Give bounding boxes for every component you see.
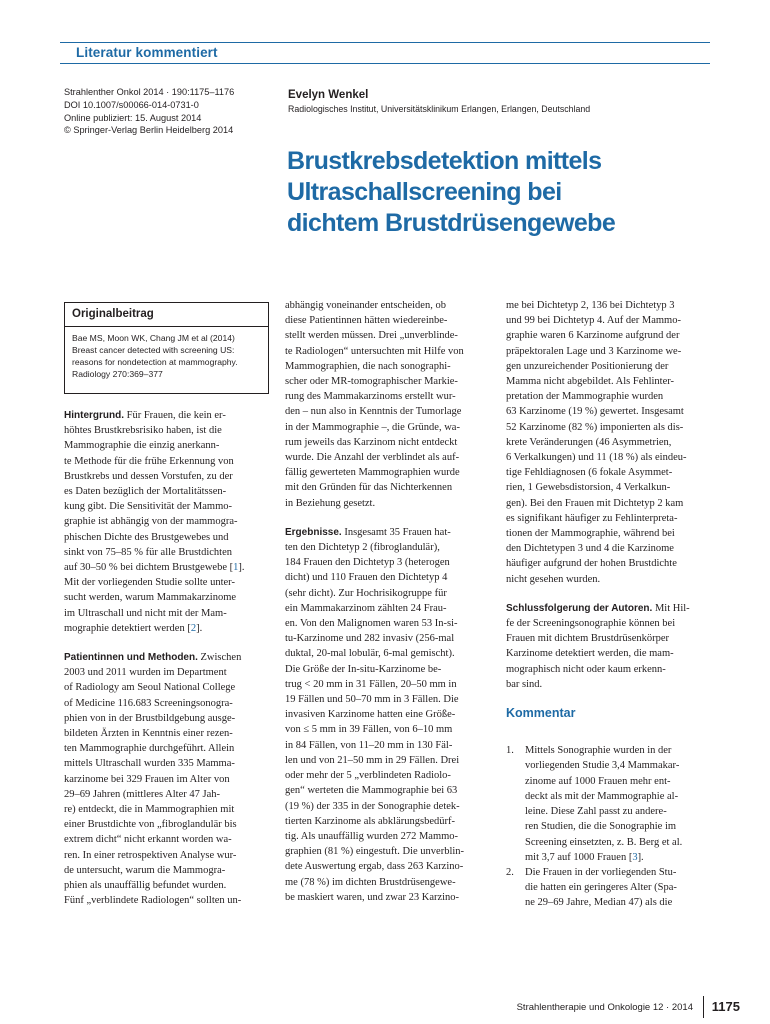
text-run: ]. bbox=[637, 851, 644, 863]
text-line: Screening einsetzten, z. B. Berg et al. bbox=[525, 836, 683, 848]
text-run: mographie detektiert werden [ bbox=[64, 622, 191, 634]
text-line: stellt werden müssen. Drei „unverblinde- bbox=[285, 330, 458, 342]
text-run: ]. bbox=[196, 622, 203, 634]
body-column-1 bbox=[64, 408, 269, 923]
text-line: len und von 21–50 mm in 29 Fällen. Drei bbox=[285, 754, 460, 766]
author-affiliation: Radiologisches Institut, Universitätsklinikum Erlangen, Erlangen, Deutschland bbox=[288, 104, 591, 114]
text-line: te Methode für die frühe Erkennung von bbox=[64, 455, 234, 467]
list-number: 1. bbox=[506, 745, 514, 757]
citation-line: Breast cancer detected with screening US: bbox=[72, 345, 235, 355]
article-title bbox=[287, 146, 717, 239]
text-line: präpektoralen Lage und 3 Karzinome we- bbox=[506, 345, 682, 357]
paragraph-schlussfolgerung bbox=[506, 601, 711, 692]
text-line: es signifikant häufiger zu Fehlinterpreta- bbox=[506, 512, 678, 524]
text-line: rung des Mammakarzinoms erstellt wur- bbox=[285, 391, 456, 403]
text-line: einer Brustdichte von „fibroglandulär bis bbox=[64, 819, 237, 831]
title-line: Ultraschallscreening bei bbox=[287, 178, 562, 206]
list-number: 2. bbox=[506, 866, 514, 878]
citation-line: Radiology 270:369–377 bbox=[72, 369, 163, 379]
text-line: Karzinome detektiert werden, die mam- bbox=[506, 648, 674, 660]
text-line: of Medicine 116.683 Screeningsonogra- bbox=[64, 697, 233, 709]
paragraph-ergebnisse bbox=[285, 525, 490, 905]
comment-list bbox=[506, 743, 711, 910]
meta-line: Strahlenther Onkol 2014 · 190:1175–1176 bbox=[64, 87, 235, 97]
text-line: oder mehr der 5 „verblindeten Radiolo- bbox=[285, 770, 451, 782]
text-line: re) entdeckt, die in Mammographien mit bbox=[64, 804, 235, 816]
run-in-heading: Patientinnen und Methoden. bbox=[64, 652, 198, 664]
paragraph-methoden bbox=[64, 650, 269, 908]
text-line: den – nun also in Kenntnis der Tumorlage bbox=[285, 406, 462, 418]
text-line: rien, 1 Gewebsdistorsion, 4 Verkalkun- bbox=[506, 482, 671, 494]
text-line: Brustkrebs und dessen Vorstufen, zu der bbox=[64, 470, 233, 482]
text-line: sucht werden, warum Mammakarzinome bbox=[64, 592, 237, 604]
text-line: gen). Bei den Frauen mit Dichtetyp 2 kam bbox=[506, 497, 684, 509]
text-line: dete Auswertung ergab, dass 263 Karzino- bbox=[285, 861, 464, 873]
text-line: phien als unauffällig befundet wurden. bbox=[64, 880, 227, 892]
text-line: kung gibt. Die Sensitivität der Mammo- bbox=[64, 501, 232, 513]
text-line: Mammographie die einzig anerkann- bbox=[64, 440, 220, 452]
text-line: of Radiology am Seoul National College bbox=[64, 682, 236, 694]
text-line: leine. Diese Zahl passt zu andere- bbox=[525, 806, 667, 818]
text-line: den Dichtetypen 3 und 4 die Karzinome bbox=[506, 543, 674, 555]
text-line: 29–69 Jahren (mittleres Alter 47 Jah- bbox=[64, 788, 221, 800]
run-in-heading: Ergebnisse. bbox=[285, 526, 342, 538]
text-line: von ≤ 5 mm in 39 Fällen, von 6–10 mm bbox=[285, 724, 453, 736]
text-line: vorliegenden Studie 3,4 Mammakar- bbox=[525, 760, 680, 772]
text-line: in Beziehung gesetzt. bbox=[285, 497, 376, 509]
text-line: karzinome bei 329 Frauen im Alter von bbox=[64, 773, 230, 785]
meta-line: © Springer-Verlag Berlin Heidelberg 2014 bbox=[64, 125, 234, 136]
text-line: in der Mammographie –, die Gründe, wa- bbox=[285, 421, 460, 433]
text-line: 52 Karzinome (82 %) imponierten als dis- bbox=[506, 421, 684, 433]
text-line: mit den Gründen für das Nichterkennen bbox=[285, 482, 453, 494]
text-run: Für Frauen, die kein er- bbox=[124, 410, 226, 421]
text-line: invasiven Karzinome hatten eine Größe- bbox=[285, 709, 456, 721]
text-line: ten Mammographie durchgeführt. Allein bbox=[64, 743, 235, 755]
text-line: Mit der vorliegenden Studie sollte unter- bbox=[64, 577, 235, 589]
text-line: me (78 %) im dichten Brustdrüsengewe- bbox=[285, 876, 456, 888]
text-line: Frauen mit dichtem Brustdrüsenkörper bbox=[506, 633, 670, 645]
text-line: graphie ist abhängig von der mammogra- bbox=[64, 516, 238, 528]
text-line: (sehr dicht). Zur Hochrisikogruppe für bbox=[285, 587, 447, 599]
text-line: ein Mammakarzinom zählten 24 Frau- bbox=[285, 602, 447, 614]
text-line: tierten Karzinome als abklärungsbedürf- bbox=[285, 815, 455, 827]
author-name: Evelyn Wenkel bbox=[288, 89, 369, 101]
text-line: Fünf „verblindete Radiologen“ sollten un- bbox=[64, 895, 242, 907]
text-line: es Daten bezüglich der Mortalitätssen- bbox=[64, 486, 227, 498]
original-article-citation bbox=[65, 327, 268, 380]
text-line: dicht) und 110 Frauen den Dichtetyp 4 bbox=[285, 572, 448, 584]
text-line: phischen Dichte des Brustgewebes und bbox=[64, 531, 229, 543]
text-line: rum jeweils das Karzinom nicht entdeckt bbox=[285, 436, 458, 448]
text-line: höhtes Brustkrebsrisiko haben, ist die bbox=[64, 425, 222, 437]
footer-journal: Strahlentherapie und Onkologie 12 · 2014 bbox=[516, 1002, 693, 1013]
text-line: die hatten ein geringeres Alter (Spa- bbox=[525, 882, 677, 894]
comment-item-2 bbox=[506, 865, 711, 911]
text-line: phien von in der Brustbildgebung ausge- bbox=[64, 712, 236, 724]
run-in-heading: Schlussfolgerung der Autoren. bbox=[506, 602, 653, 614]
title-line: dichtem Brustdrüsengewebe bbox=[287, 209, 616, 237]
text-line: 184 Frauen den Dichtetyp 3 (heterogen bbox=[285, 557, 450, 569]
text-line: in 84 Fällen, von 11–20 mm in 130 Fäl- bbox=[285, 739, 453, 751]
citation-line: Bae MS, Moon WK, Chang JM et al (2014) bbox=[72, 333, 235, 343]
text-line: mittels Ultraschall wurden 335 Mamma- bbox=[64, 758, 235, 770]
body-column-3 bbox=[506, 298, 711, 911]
text-run: Zwischen bbox=[197, 652, 242, 664]
text-line: extrem dicht“ nicht erkannt worden wa- bbox=[64, 834, 232, 846]
text-line: graphien (81 %) eingestuft. Die unverblin- bbox=[285, 846, 465, 858]
text-line: 63 Karzinome (19 %) gewertet. Insgesamt bbox=[506, 406, 684, 418]
text-line: bildeten Ärzten in Kenntnis einer rezen- bbox=[64, 728, 233, 740]
text-line: tu-Karzinome und 282 invasiv (256-mal bbox=[285, 633, 455, 645]
paragraph-hintergrund bbox=[64, 408, 269, 636]
original-article-box bbox=[64, 302, 269, 394]
text-run: mit 3,7 auf 1000 Frauen [ bbox=[525, 851, 633, 863]
reference-link-3[interactable]: 3 bbox=[632, 851, 638, 863]
text-run: ]. bbox=[238, 562, 245, 574]
text-line: graphie waren 6 Karzinome aufgrund der bbox=[506, 330, 680, 342]
text-line: de untersucht, warum die Mammogra- bbox=[64, 864, 226, 876]
title-line: Brustkrebsdetektion mittels bbox=[287, 147, 602, 175]
comment-heading: Kommentar bbox=[506, 706, 576, 721]
text-line: abhängig voneinander entscheiden, ob bbox=[285, 300, 446, 311]
text-run: auf 30–50 % bei dichtem Brustgewebe [ bbox=[64, 562, 234, 574]
text-line: häufiger aufgrund der hohen Brustdichte bbox=[506, 558, 677, 570]
text-line: 19 Fällen und 50–70 mm in 3 Fällen. Die bbox=[285, 694, 459, 706]
text-line: en. Von den Malignomen waren 53 In-si- bbox=[285, 618, 458, 630]
text-line: fe der Screeningsonographie können bei bbox=[506, 618, 676, 630]
text-line: Die Größe der In-situ-Karzinome be- bbox=[285, 663, 442, 675]
body-column-2 bbox=[285, 298, 490, 919]
text-line: deckt als mit der Mammographie al- bbox=[525, 790, 679, 802]
text-line: bar sind. bbox=[506, 678, 543, 690]
text-line: tige Fehldiagnosen (6 fokale Asymmet- bbox=[506, 467, 673, 479]
text-line: krete Veränderungen (46 Asymmetrien, bbox=[506, 436, 672, 448]
text-line: mographisch nicht oder kaum erkenn- bbox=[506, 663, 666, 675]
text-line: nicht gesehen wurden. bbox=[506, 573, 601, 585]
text-line: Mittels Sonographie wurden in der bbox=[525, 745, 672, 757]
section-title: Literatur kommentiert bbox=[76, 45, 218, 60]
text-line: diese Patientinnen hätten wiedereinbe- bbox=[285, 315, 448, 327]
text-line: ren. In einer retrospektiven Analyse wur- bbox=[64, 849, 237, 861]
footer-divider bbox=[703, 996, 704, 1018]
page-footer bbox=[468, 996, 746, 1018]
text-line: und 99 bei Dichtetyp 4. Auf der Mammo- bbox=[506, 315, 681, 327]
text-line: ten den Dichtetyp 2 (fibroglandulär), bbox=[285, 542, 440, 554]
section-header-bar bbox=[60, 42, 710, 64]
text-line: ne 29–69 Jahre, Median 47) als die bbox=[525, 897, 673, 909]
paragraph-ergebnisse-cont bbox=[506, 298, 711, 587]
citation-line: reasons for nondetection at mammography. bbox=[72, 357, 238, 367]
text-line: gen unzureichender Positionierung der bbox=[506, 360, 669, 372]
text-line: tig. Als unauffällig wurden 272 Mammo- bbox=[285, 830, 459, 842]
text-line: zinome auf 1000 Frauen mehr ent- bbox=[525, 775, 671, 787]
original-article-heading: Originalbeitrag bbox=[65, 303, 268, 327]
text-line: te Radiologen“ untersuchten mit Hilfe von bbox=[285, 345, 464, 357]
reference-link-2[interactable]: 2 bbox=[190, 622, 197, 634]
citation-meta bbox=[64, 86, 264, 137]
text-run: Insgesamt 35 Frauen hat- bbox=[341, 526, 451, 538]
text-line: tionen der Mammographie, während bei bbox=[506, 528, 675, 540]
text-line: duktal, 20-mal lobulär, 6-mal gemischt). bbox=[285, 648, 455, 660]
comment-item-1 bbox=[506, 743, 711, 865]
author-block bbox=[288, 88, 708, 116]
run-in-heading: Hintergrund. bbox=[64, 410, 124, 421]
text-line: Mammographien, die nach sonographi- bbox=[285, 360, 451, 372]
meta-line: DOI 10.1007/s00066-014-0731-0 bbox=[64, 99, 199, 110]
paragraph-methoden-cont bbox=[285, 298, 490, 511]
text-line: im Ultraschall und nicht mit der Mam- bbox=[64, 607, 227, 619]
reference-link-1[interactable]: 1 bbox=[233, 562, 239, 574]
text-line: Die Frauen in der vorliegenden Stu- bbox=[525, 866, 677, 878]
text-line: 2003 und 2011 wurden im Department bbox=[64, 667, 227, 679]
text-line: Mamma nicht abgebildet. Als Fehlinter- bbox=[506, 376, 675, 388]
meta-line: Online publiziert: 15. August 2014 bbox=[64, 112, 202, 123]
text-line: ren Studien, die die Sonographie im bbox=[525, 821, 677, 833]
text-run: Mit Hil- bbox=[652, 602, 690, 614]
text-line: fällig gewerteten Mammographien wurde bbox=[285, 467, 460, 479]
text-line: trug < 20 mm in 31 Fällen, 20–50 mm in bbox=[285, 678, 457, 690]
text-line: (19 %) der 335 in der Sonographie detek- bbox=[285, 800, 460, 812]
page-number: 1175 bbox=[711, 999, 740, 1014]
text-line: pretation der Mammographie wurden bbox=[506, 391, 664, 403]
text-line: be maskiert waren, und zwar 23 Karzino- bbox=[285, 891, 460, 903]
text-line: 6 Verkalkungen) und 11 (18 %) als eindeu- bbox=[506, 452, 687, 464]
text-line: wurde. Die Anzahl der verblindet als auf- bbox=[285, 452, 460, 464]
text-line: sinkt von 75–85 % für alle Brustdichten bbox=[64, 546, 232, 558]
text-line: me bei Dichtetyp 2, 136 bei Dichtetyp 3 bbox=[506, 300, 675, 311]
text-line: gen“ werteten die Mammographie bei 63 bbox=[285, 785, 458, 797]
text-line: scher oder MR-tomographischer Markie- bbox=[285, 376, 458, 388]
